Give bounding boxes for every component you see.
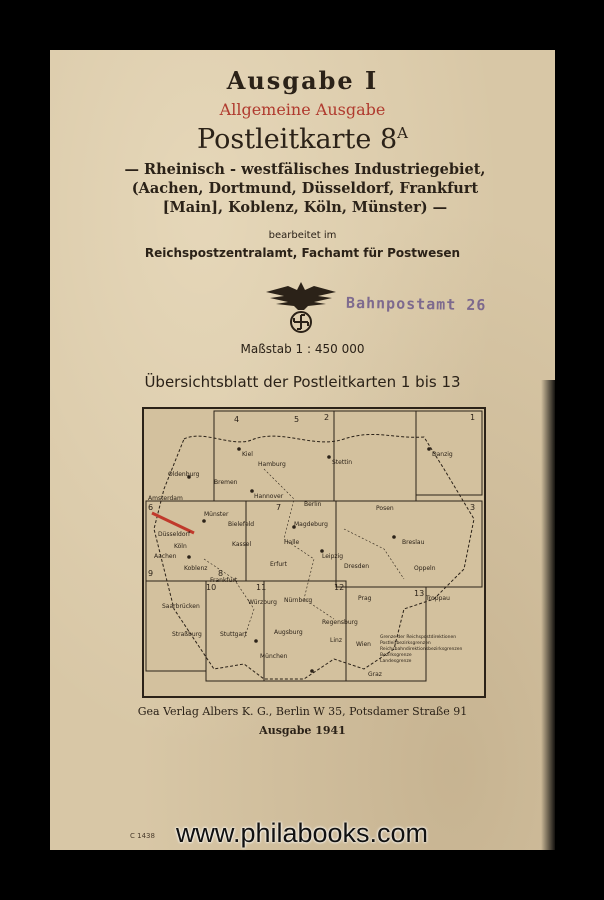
map-place: Münster [204,511,229,518]
sheet-number: 9 [148,569,154,578]
rubber-stamp: Bahnpostamt 26 [345,293,487,315]
overview-heading: Übersichtsblatt der Postleitkarten 1 bis 13 [144,373,461,391]
map-place: Amsterdam [148,495,183,502]
sheet-number: 8 [218,569,224,578]
sheet-number: 13 [414,589,425,598]
map-place: Linz [330,637,342,644]
map-place: Hannover [254,493,284,500]
map-place: Prag [358,595,372,602]
map-place: Erfurt [270,561,287,568]
map-place: Troppau [426,595,450,602]
overview-map [142,407,486,698]
sheet-number: 3 [470,503,476,512]
map-place: Nürnberg [284,597,313,604]
map-place: Kiel [242,451,253,458]
map-place: Straßburg [172,631,202,638]
map-place: Aachen [154,553,177,560]
map-place: Danzig [432,451,453,458]
map-place: Frankfurt [210,577,238,584]
map-place: Berlin [304,501,322,508]
map-title-superscript: A [397,124,408,142]
map-legend [380,635,480,665]
legend-item: Grenze der Reichspostdirektionen [380,635,457,640]
map-place: Bielefeld [228,521,255,528]
map-place: Stuttgart [220,631,247,638]
sheet-number: 4 [234,415,240,424]
eagle-emblem-icon [266,278,336,334]
map-place: Dresden [344,563,370,570]
map-place: Wien [356,641,371,648]
legend-item: Landesgrenze [380,659,412,664]
map-place: Würzburg [248,599,277,606]
map-place: Leipzig [322,553,344,560]
sheet-number: 11 [256,583,267,592]
map-place: Augsburg [274,629,303,636]
edited-in-label: bearbeitet im [268,230,337,241]
map-place: Magdeburg [294,521,328,528]
booklet-cover [50,50,555,850]
map-title [50,124,555,155]
sheet-number: 7 [276,503,282,512]
map-place: Halle [284,539,300,546]
legend-item: Bezirksgrenze [380,653,412,658]
legend-item: Postleitbezirksgrenzen [380,641,431,646]
map-place: Breslau [402,539,425,546]
region-description: — Rheinisch - westfälisches Industriegebiet, (Aachen, Dortmund, Düsseldorf, Frankfurt [Main], Koblenz, Köln, Münster) — [124,161,486,216]
scale-label: Maßstab 1 : 450 000 [240,342,365,356]
edition-subtitle: Allgemeine Ausgabe [219,100,386,119]
sheet-number: 1 [470,413,476,422]
issue-line: Ausgabe 1941 [259,724,346,737]
sheet-number: 2 [324,413,330,422]
map-place: Düsseldorf [158,531,191,538]
map-place: München [260,653,288,660]
legend-item: Reichsbahndirektionsbezirksgrenzen [380,647,463,652]
sheet-number: 6 [148,503,154,512]
map-place: Graz [368,671,382,678]
map-place: Oppeln [414,565,436,572]
map-place: Posen [376,505,394,512]
office-name: Reichspostzentralamt, Fachamt für Postwesen [144,246,461,260]
edition-heading: Ausgabe I [226,66,379,95]
sheet-number: 12 [334,583,345,592]
map-place: Hamburg [258,461,286,468]
map-place: Saarbrücken [162,603,200,610]
publisher-line: Gea Verlag Albers K. G., Berlin W 35, Potsdamer Straße 91 [137,705,468,718]
website-watermark: www.philabooks.com [175,818,429,848]
map-place: Kassel [232,541,252,548]
map-place: Regensburg [322,619,358,626]
map-place: Köln [174,543,187,550]
sheet-number: 5 [294,415,300,424]
serial-number: C 1438 [130,832,155,840]
map-place: Koblenz [184,565,208,572]
map-place: Oldenburg [168,471,200,478]
map-title-text: Postleitkarte 8 [197,124,398,155]
sheet-number: 10 [206,583,217,592]
map-place: Bremen [214,479,238,486]
map-place: Stettin [332,459,353,466]
